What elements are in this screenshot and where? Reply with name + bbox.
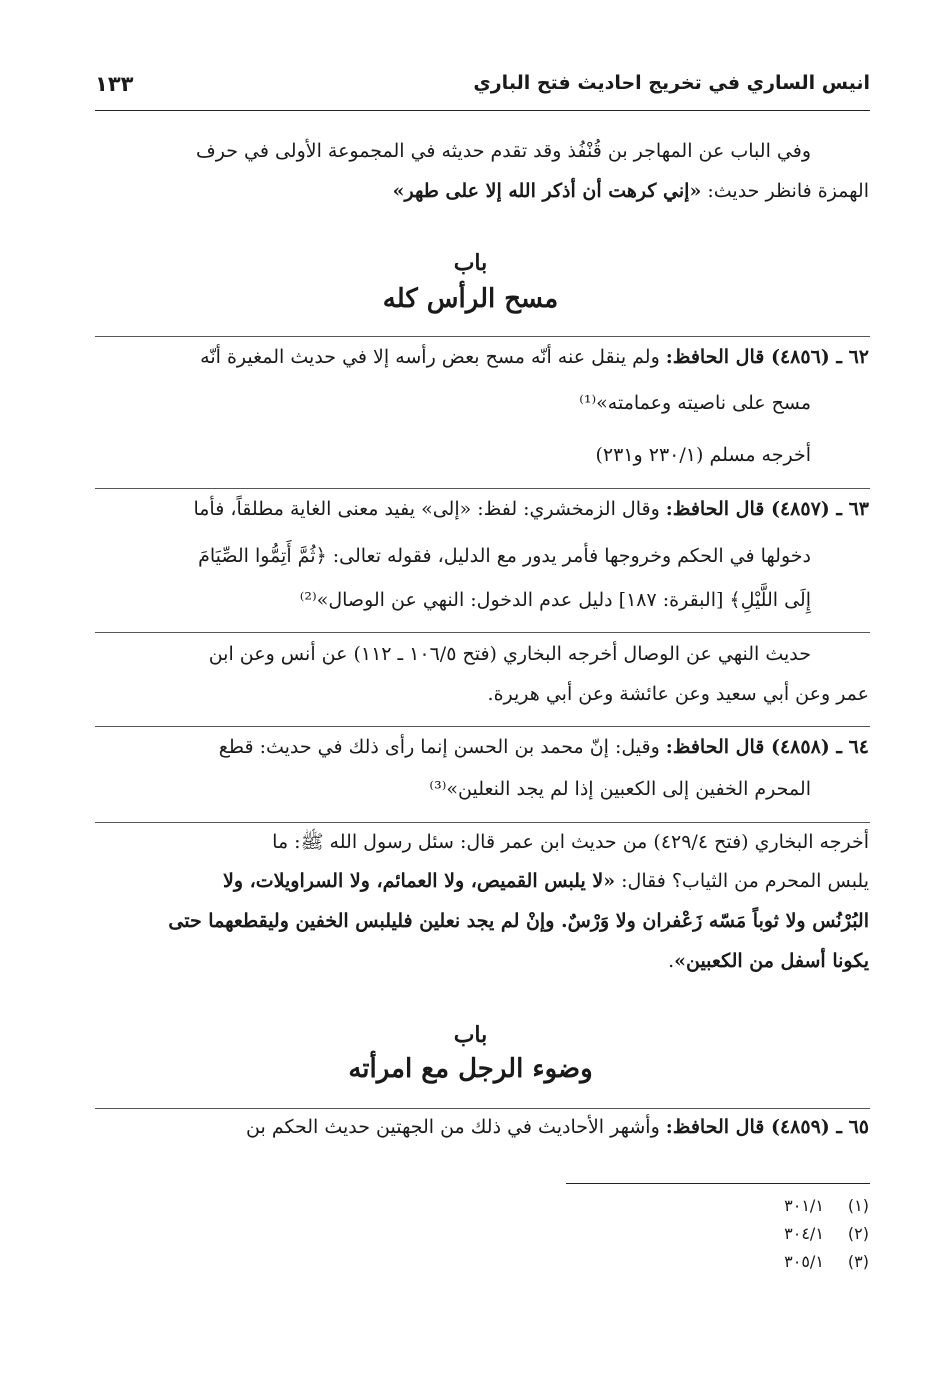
takhrij-line: عمر وعن أبي سعيد وعن عائشة وعن أبي هريرة. bbox=[487, 683, 869, 705]
hadith-entry-63 bbox=[193, 498, 869, 520]
takhrij-line: أخرجه البخاري (فتح ٤٢٩/٤) من حديث ابن عمر قال: سئل رسول الله ﷺ: ما bbox=[272, 831, 869, 853]
footnote-rule bbox=[566, 1183, 870, 1184]
footnote bbox=[784, 1252, 869, 1271]
footnote-number: (١) bbox=[847, 1196, 869, 1215]
intro-line: وفي الباب عن المهاجر بن قُنْفُذ وقد تقدم حديثه في المجموعة الأولى في حرف bbox=[196, 140, 811, 162]
footnote bbox=[784, 1224, 869, 1243]
footnote-number: (٢) bbox=[847, 1224, 869, 1243]
entry-line: المحرم الخفين إلى الكعبين إذا لم يجد النعلين»⁽³⁾ bbox=[429, 778, 811, 800]
footnote-ref: ٣٠٤/١ bbox=[784, 1224, 824, 1243]
entry-line: مسح على ناصيته وعمامته»⁽¹⁾ bbox=[579, 392, 811, 414]
chapter-label: باب bbox=[453, 1022, 488, 1048]
hadith-quote: «لا يلبس القميص، ولا العمائم، ولا السراويلات، ولا bbox=[223, 870, 616, 892]
chapter-title: وضوء الرجل مع امرأته bbox=[348, 1054, 593, 1084]
hadith-entry-64 bbox=[219, 736, 869, 758]
footnote-number: (٣) bbox=[847, 1252, 869, 1271]
takhrij-line bbox=[223, 870, 869, 892]
divider bbox=[95, 488, 870, 489]
chapter-title: مسح الرأس كله bbox=[382, 284, 559, 314]
entry-label: ٦٤ ـ (٤٨٥٨) قال الحافظ: bbox=[665, 736, 869, 758]
entry-line: إِلَى اللَّيْلِ﴾ [البقرة: ١٨٧] دليل عدم الدخول: النهي عن الوصال»⁽²⁾ bbox=[299, 589, 811, 611]
running-title: انيس الساري في تخريج احاديث فتح الباري bbox=[473, 72, 870, 94]
running-header bbox=[95, 72, 870, 106]
divider bbox=[95, 726, 870, 727]
hadith-quote: «إني كرهت أن أذكر الله إلا على طهر» bbox=[392, 180, 702, 202]
footnote bbox=[784, 1196, 869, 1215]
chapter-label: باب bbox=[453, 250, 488, 276]
intro-line bbox=[393, 180, 869, 202]
header-rule bbox=[95, 110, 870, 111]
takhrij-text: يلبس المحرم من الثياب؟ فقال: bbox=[615, 870, 869, 892]
divider bbox=[95, 822, 870, 823]
entry-text: وقيل: إنّ محمد بن الحسن إنما رأى ذلك في حديث: قطع bbox=[218, 736, 666, 758]
divider bbox=[95, 1108, 870, 1109]
divider bbox=[95, 336, 870, 337]
hadith-entry-62 bbox=[200, 346, 869, 368]
entry-line: دخولها في الحكم وخروجها فأمر يدور مع الدليل، فقوله تعالى: ﴿ثُمَّ أَتِمُّوا الصِّيَامَ bbox=[198, 545, 811, 567]
takhrij-line bbox=[668, 950, 869, 972]
takhrij-line: حديث النهي عن الوصال أخرجه البخاري (فتح ١٠٦/٥ ـ ١١٢) عن أنس وعن ابن bbox=[208, 643, 811, 665]
hadith-entry-65 bbox=[246, 1116, 869, 1138]
entry-text: ولم ينقل عنه أنّه مسح بعض رأسه إلا في حديث المغيرة أنّه bbox=[200, 346, 666, 368]
entry-text: وأشهر الأحاديث في ذلك من الجهتين حديث الحكم بن bbox=[246, 1116, 666, 1138]
hadith-quote: يكونا أسفل من الكعبين» bbox=[674, 950, 869, 972]
takhrij-line: أخرجه مسلم (٢٣٠/١ و٢٣١) bbox=[595, 444, 811, 466]
entry-label: ٦٥ ـ (٤٨٥٩) قال الحافظ: bbox=[665, 1116, 869, 1138]
footnote-ref: ٣٠١/١ bbox=[784, 1196, 824, 1215]
period: . bbox=[668, 950, 675, 972]
entry-text: وقال الزمخشري: لفظ: «إلى» يفيد معنى الغاية مطلقاً، فأما bbox=[193, 498, 666, 520]
divider bbox=[95, 632, 870, 633]
footnote-ref: ٣٠٥/١ bbox=[784, 1252, 824, 1271]
intro-text: الهمزة فانظر حديث: bbox=[701, 180, 869, 202]
entry-label: ٦٣ ـ (٤٨٥٧) قال الحافظ: bbox=[665, 498, 869, 520]
entry-label: ٦٢ ـ (٤٨٥٦) قال الحافظ: bbox=[665, 346, 869, 368]
hadith-quote: البُرْنُس ولا ثوباً مَسّه زَعْفران ولا وَرْسٌ. وإنْ لم يجد نعلين فليلبس الخفين وليقطعهما حتى bbox=[168, 910, 869, 932]
page-number: ١٣٣ bbox=[95, 72, 134, 96]
